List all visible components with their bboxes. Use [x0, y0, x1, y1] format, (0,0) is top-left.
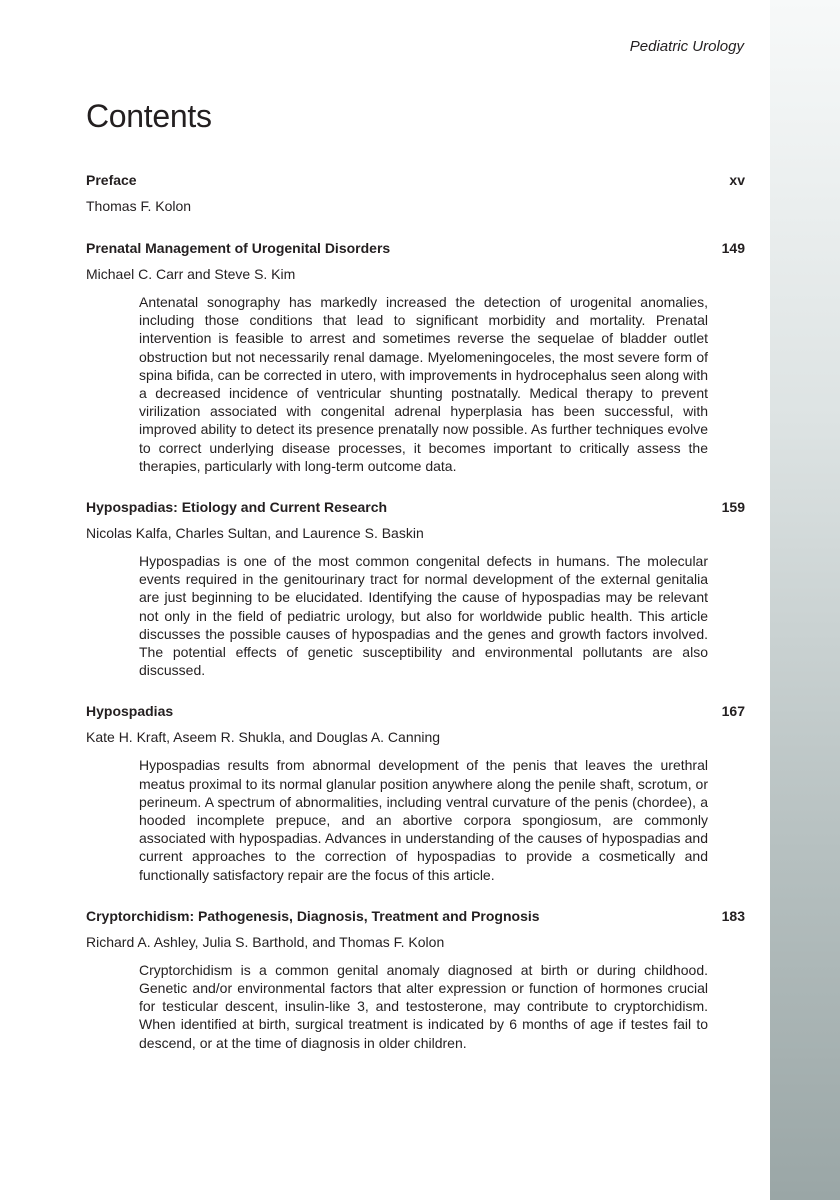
side-color-band [770, 0, 840, 1200]
entry-title[interactable]: Preface [86, 172, 137, 188]
entry-page-number: 167 [721, 703, 745, 720]
entry-page-number: 159 [721, 499, 745, 516]
entry-heading [86, 238, 745, 258]
page-title: Contents [86, 98, 212, 134]
entry-heading [86, 701, 745, 721]
running-head: Pediatric Urology [629, 38, 744, 55]
entry-title[interactable]: Cryptorchidism: Pathogenesis, Diagnosis, Treatment and Prognosis [86, 907, 540, 924]
entry-heading [86, 497, 745, 517]
entry-heading [86, 170, 745, 190]
toc-entry-hypospadias [86, 701, 745, 883]
entry-authors: Thomas F. Kolon [86, 198, 192, 214]
entry-title[interactable]: Hypospadias [86, 703, 174, 720]
entry-authors: Nicolas Kalfa, Charles Sultan, and Laurence S. Baskin [86, 525, 424, 542]
entry-abstract: Hypospadias results from abnormal development of the penis that leaves the urethral meatus proximal to its normal glanular position anywhere along the penile shaft, scrotum, or perineum. A spectrum of abnormalities, including ventral curvature of the penis (chordee), a hooded incomplete prepuce, and an abortive corpora spongiosum, are commonly associated with hypospadias. Advances in understanding of the causes of hypospadias and current approaches to the correction of hypospadias to provide a cosmetically and functionally satisfactory repair are the focus of this article. [139, 757, 708, 883]
toc-entry-preface [86, 170, 745, 216]
toc-entry-cryptorchidism [86, 906, 745, 1052]
toc-entry-hypospadias-etiology [86, 497, 745, 679]
entry-title[interactable]: Hypospadias: Etiology and Current Research [86, 499, 388, 516]
entry-authors: Michael C. Carr and Steve S. Kim [86, 266, 296, 282]
entry-abstract: Antenatal sonography has markedly increased the detection of urogenital anomalies, including those conditions that lead to significant morbidity and mortality. Prenatal intervention is feasible to arrest and sometimes reverse the sequelae of bladder outlet obstruction but not necessarily renal damage. Myelomeningoceles, the most severe form of spina bifida, can be corrected in utero, with improvements in hydrocephalus seen along with a decreased incidence of ventricular shunting postnatally. Medical therapy to prevent virilization associated with congenital adrenal hyperplasia has been successful, with improved ability to detect its presence prenatally now possible. As further techniques evolve to correct underlying disease processes, it becomes important to critically assess the therapies, particularly with long-term outcome data. [139, 294, 708, 474]
entry-title[interactable]: Prenatal Management of Urogenital Disorders [86, 240, 391, 256]
entry-authors: Richard A. Ashley, Julia S. Barthold, and Thomas F. Kolon [86, 933, 445, 950]
entry-abstract: Hypospadias is one of the most common congenital defects in humans. The molecular events required in the genitourinary tract for normal development of the external genitalia are just beginning to be elucidated. Identifying the cause of hypospadias may be relevant not only in the field of pediatric urology, but also for worldwide public health. This article discusses the possible causes of hypospadias and the genes and growth factors involved. The potential effects of genetic susceptibility and environmental pollutants are also discussed. [139, 553, 708, 679]
entry-heading [86, 906, 745, 926]
entry-authors: Kate H. Kraft, Aseem R. Shukla, and Douglas A. Canning [86, 729, 441, 746]
entry-page-number: xv [729, 172, 745, 188]
entry-page-number: 149 [721, 240, 745, 256]
toc-entry-prenatal-management [86, 238, 745, 475]
entry-page-number: 183 [721, 907, 745, 924]
table-of-contents [86, 170, 745, 1074]
entry-abstract: Cryptorchidism is a common genital anomaly diagnosed at birth or during childhood. Genetic and/or environmental factors that alter expression or function of hormones crucial for testicular descent, insulin-like 3, and testosterone, may contribute to cryptorchidism. When identified at birth, surgical treatment is indicated by 6 months of age if testes fail to descend, or at the time of diagnosis in older children. [139, 961, 708, 1051]
